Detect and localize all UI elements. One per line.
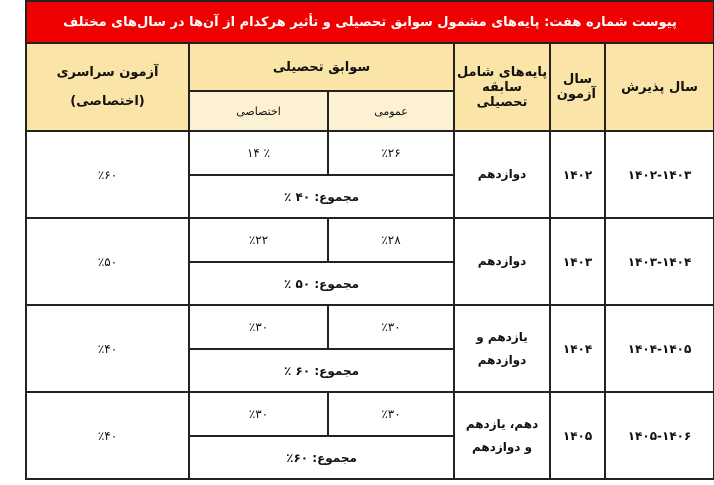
table-row: [26, 131, 714, 175]
records-total-cell: مجموع: ۴۰ ٪: [189, 175, 454, 218]
header-national-exam-sub: (اختصاصی): [70, 94, 145, 109]
grades-cell: دهم، یازدهم و دوازدهم: [454, 392, 550, 479]
national-exam-share-cell: ٪۴۰: [26, 305, 189, 392]
appendix-table-container: [25, 0, 713, 480]
specialized-share-cell: ٪۳۰: [189, 305, 328, 349]
general-share-cell: ٪۳۰: [328, 392, 454, 436]
general-share-cell: ٪۲۸: [328, 218, 454, 262]
header-grades: پایه‌های شامل سابقه تحصیلی: [454, 43, 550, 131]
general-share-cell: ٪۲۶: [328, 131, 454, 175]
specialized-share-cell: ٪۳۰: [189, 392, 328, 436]
records-total-cell: مجموع: ۶۰٪: [189, 436, 454, 479]
records-total-cell: مجموع: ۶۰ ٪: [189, 349, 454, 392]
national-exam-share-cell: ٪۵۰: [26, 218, 189, 305]
admission-year-cell: ۱۴۰۵-۱۴۰۶: [605, 392, 714, 479]
grades-cell: دوازدهم: [454, 131, 550, 218]
appendix-table: [25, 0, 714, 480]
national-exam-share-cell: ٪۶۰: [26, 131, 189, 218]
table-row: [26, 305, 714, 349]
records-total-cell: مجموع: ۵۰ ٪: [189, 262, 454, 305]
grades-cell: دوازدهم: [454, 218, 550, 305]
header-national-exam-label: آزمون سراسری: [56, 65, 159, 80]
admission-year-cell: ۱۴۰۳-۱۴۰۴: [605, 218, 714, 305]
general-share-cell: ٪۳۰: [328, 305, 454, 349]
admission-year-cell: ۱۴۰۴-۱۴۰۵: [605, 305, 714, 392]
national-exam-share-cell: ٪۴۰: [26, 392, 189, 479]
exam-year-cell: ۱۴۰۲: [550, 131, 605, 218]
header-admission-year: سال پذیرش: [605, 43, 714, 131]
table-row: [26, 392, 714, 436]
table-title: پیوست شماره هفت: پایه‌های مشمول سوابق تحصیلی و تأثیر هرکدام از آن‌ها در سال‌های مختلف: [26, 1, 714, 43]
header-academic-records: سوابق تحصیلی: [189, 43, 454, 91]
header-specialized: اختصاصی: [189, 91, 328, 131]
grades-cell: یازدهم و دوازدهم: [454, 305, 550, 392]
exam-year-cell: ۱۴۰۴: [550, 305, 605, 392]
exam-year-cell: ۱۴۰۳: [550, 218, 605, 305]
admission-year-cell: ۱۴۰۲-۱۴۰۳: [605, 131, 714, 218]
header-general: عمومی: [328, 91, 454, 131]
specialized-share-cell: ٪ ۱۴: [189, 131, 328, 175]
header-national-exam: [26, 43, 189, 131]
exam-year-cell: ۱۴۰۵: [550, 392, 605, 479]
specialized-share-cell: ٪۲۲: [189, 218, 328, 262]
table-row: [26, 218, 714, 262]
header-exam-year: سال آزمون: [550, 43, 605, 131]
